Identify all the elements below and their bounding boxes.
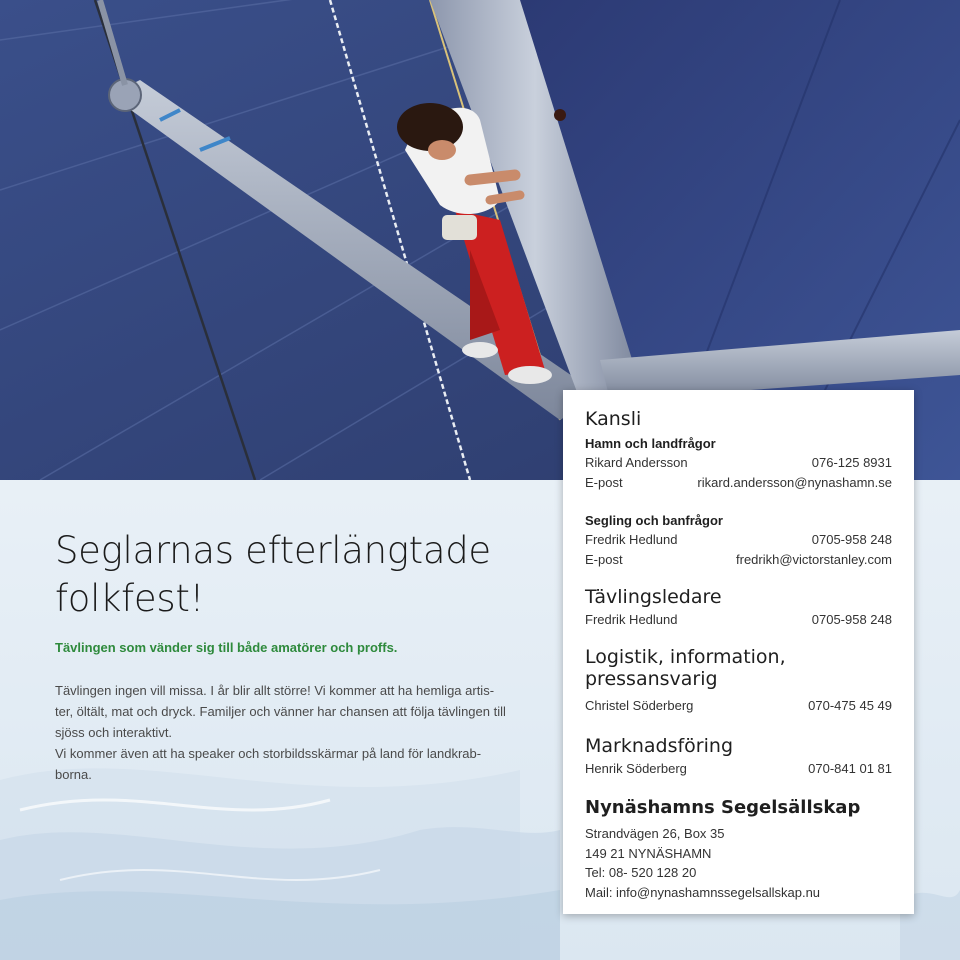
club-mail[interactable]: Mail: info@nynashamnssegelsallskap.nu [585,884,821,900]
club-tel[interactable]: Tel: 08- 520 128 20 [585,865,697,880]
email-label: E-post [585,552,623,567]
contact-phone[interactable]: 076-125 8931 [811,455,892,470]
marknadsforing-title: Marknadsföring [585,735,734,757]
logistik-title-line-1: Logistik, information, [585,646,786,668]
kansli-group1-subtitle: Hamn och landfrågor [585,436,716,451]
contact-row [585,759,892,779]
logistik-title-line-2: pressansvarig [585,668,718,690]
contact-row [585,696,892,716]
tagline: Tävlingen som vänder sig till både amatörer och proffs. [55,640,398,655]
contact-row [585,610,892,630]
intro-paragraph-1: Tävlingen ingen vill missa. I år blir allt större! Vi kommer att ha hemliga artis-ter, öltält, mat och dryck. Familjer och vänner har chansen att följa tävlingen till sjöss och interaktivt. [55,683,506,740]
contact-name: Rikard Andersson [585,455,688,470]
intro-paragraph-2: Vi kommer även att ha speaker och storbildsskärmar på land för landkrab-borna. [55,746,482,782]
contact-phone[interactable]: 0705-958 248 [811,532,892,547]
contact-phone[interactable]: 0705-958 248 [811,612,892,627]
logistik-title [585,646,892,690]
club-title: Nynäshamns Segelsällskap [585,797,861,818]
contact-row [585,453,892,473]
contact-email[interactable]: rikard.andersson@nynashamn.se [697,475,892,490]
contact-row [585,550,892,570]
email-label: E-post [585,475,623,490]
kansli-group2-subtitle: Segling och banfrågor [585,513,723,528]
contact-row [585,530,892,550]
contact-name: Christel Söderberg [585,698,694,713]
kansli-title: Kansli [585,408,642,430]
contact-phone[interactable]: 070-841 01 81 [808,761,892,776]
tavlingsledare-title: Tävlingsledare [585,586,722,608]
club-address: Strandvägen 26, Box 35 [585,826,725,841]
intro-text [55,680,510,785]
contact-name: Fredrik Hedlund [585,612,678,627]
contact-card [563,390,914,914]
contact-name: Henrik Söderberg [585,761,687,776]
contact-row [585,473,892,493]
contact-name: Fredrik Hedlund [585,532,678,547]
contact-phone[interactable]: 070-475 45 49 [808,698,892,713]
page-headline [55,527,525,623]
contact-email[interactable]: fredrikh@victorstanley.com [736,552,892,567]
headline-line-1: Seglarnas efterlängtade [55,529,491,572]
headline-line-2: folkfest! [55,577,205,620]
club-postal: 149 21 NYNÄSHAMN [585,845,712,861]
